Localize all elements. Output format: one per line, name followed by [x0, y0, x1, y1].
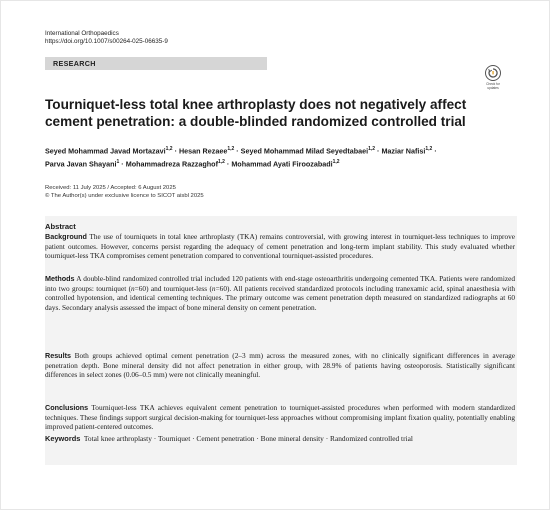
check-for-updates-label: Check for updates	[486, 82, 500, 90]
methods-text: =60). All patients received standardized protocols including tranexamic acid, spinal anaesthesia with controlled hypotension, and identical cementing techniques. The primary outcome was cement penetration depth measured on standardized radiographs at 60 days. Secondary analysis assessed the impact of bone mineral density on cement penetration.	[45, 283, 515, 312]
background-label: Background	[45, 232, 87, 241]
abstract-methods	[45, 274, 515, 312]
author-name[interactable]: Parva Javan Shayani	[45, 159, 117, 169]
author-affiliation: 1	[116, 158, 120, 165]
author-name[interactable]: Hesan Rezaee	[178, 146, 228, 156]
author-affiliation: 1,2	[217, 158, 225, 165]
keywords	[45, 434, 515, 444]
methods-text: =60) and tourniquet-less (	[134, 283, 212, 293]
abstract-conclusions	[45, 403, 515, 432]
results-label: Results	[45, 351, 71, 360]
methods-n-symbol: n	[211, 283, 216, 293]
author-name[interactable]: Seyed Mohammad Javad Mortazavi	[45, 146, 166, 156]
keywords-text: Total knee arthroplasty · Tourniquet · Cement penetration · Bone mineral density · Randomized controlled trial	[83, 434, 413, 443]
abstract-heading: Abstract	[45, 222, 76, 231]
copyright-line: © The Author(s) under exclusive licence to SICOT aisbl 2025	[45, 192, 204, 199]
keywords-label: Keywords	[45, 434, 81, 443]
author-affiliation: 1,2	[165, 146, 173, 152]
abstract-background	[45, 232, 515, 261]
background-text: The use of tourniquets in total knee arthroplasty (TKA) remains controversial, with growing interest in tourniquet-less techniques to improve patient outcomes. However, concerns persist regarding the adequacy of cement penetration and long-term implant stability. This study evaluated whether tourniquet-less TKA compromises cement penetration compared to conventional tourniquet-assisted procedures.	[45, 232, 515, 261]
author-list: Seyed Mohammad Javad Mortazavi$^{1,2}$ · Hesan Rezaee$^{1,2}$ · Seyed Mohammad Milad Seyedtabaei$^{1,2}$ · Maziar Nafisi$^{1,2}$ · Parva Javan Shayani$^1$ · Mohammadreza Razzaghof$^{1,2}$ · Mohammad Ayati Firoozabadi$^{1,2}$	[45, 146, 437, 169]
conclusions-text: Tourniquet-less TKA achieves equivalent cement penetration to tourniquet-assisted procedures when performed with modern standardized techniques. These findings support surgical decision-making for tourniquet-less approaches without compromising implant fixation quality, potentially enabling improved patient-centered outcomes.	[45, 403, 515, 432]
article-title: Tourniquet-less total knee arthroplasty does not negatively affect cement penetration: a double-blinded randomized controlled trial	[45, 97, 467, 129]
received-accepted-dates: Received: 11 July 2025 / Accepted: 6 August 2025	[45, 185, 176, 191]
author-name[interactable]: Mohammadreza Razzaghof	[125, 159, 218, 169]
journal-header	[45, 30, 168, 46]
methods-n-symbol: n	[131, 283, 135, 293]
section-label-bar	[45, 57, 267, 70]
methods-label: Methods	[45, 274, 75, 283]
author-affiliation: 1,2	[425, 146, 433, 152]
section-label: RESEARCH	[53, 59, 96, 68]
conclusions-label: Conclusions	[45, 403, 89, 412]
author-name[interactable]: Maziar Nafisi	[381, 146, 426, 156]
article-dates	[45, 185, 204, 200]
journal-doi-link[interactable]: https://doi.org/10.1007/s00264-025-06635-9	[45, 38, 168, 45]
author-affiliation: 1,2	[332, 158, 340, 165]
abstract-results	[45, 351, 515, 380]
results-text: Both groups achieved optimal cement penetration (2–3 mm) across the measured zones, with no clinically significant differences in average penetration depth. Bone mineral density did not affect penetration in either group, with 28.9% of patients having osteoporosis. Statistically significant differences in select zones (0.06–0.5 mm) were not clinically meaningful.	[45, 351, 516, 380]
author-name[interactable]: Seyed Mohammad Milad Seyedtabaei	[240, 146, 369, 156]
author-name[interactable]: Mohammad Ayati Firoozabadi	[231, 159, 333, 169]
check-for-updates-icon	[485, 65, 501, 81]
methods-text: A double-blind randomized controlled trial included 120 patients with end-stage osteoarthritis undergoing cemented TKA. Patients were randomized into two groups: tourniquet (	[45, 274, 516, 293]
journal-name: International Orthopaedics	[45, 30, 119, 37]
abstract-box	[45, 216, 517, 465]
check-for-updates-button[interactable]	[483, 65, 503, 90]
author-affiliation: 1,2	[368, 146, 376, 152]
author-affiliation: 1,2	[227, 146, 235, 152]
